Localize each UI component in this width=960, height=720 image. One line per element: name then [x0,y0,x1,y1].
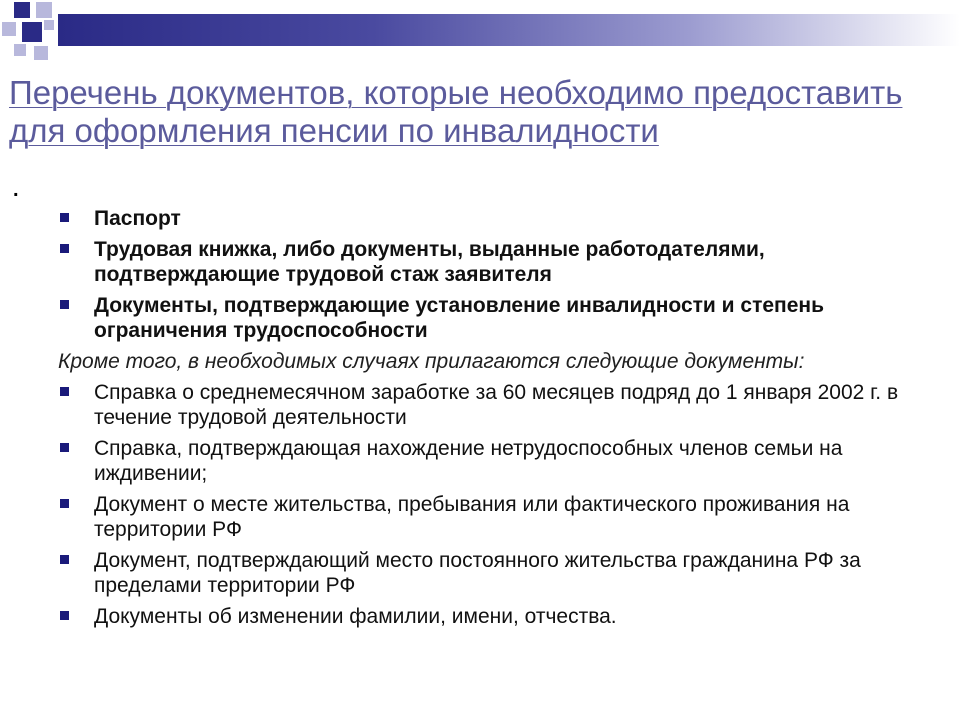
list-item-text: Документ о месте жительства, пребывания или фактического проживания на территории РФ [94,493,850,541]
header-gradient-bar [58,14,960,46]
square-bullet-icon [60,213,69,222]
additional-documents-note: Кроме того, в необходимых случаях прилагаются следующие документы: [58,350,805,373]
list-item [58,380,938,430]
decor-square [14,2,30,18]
list-item-text: Трудовая книжка, либо документы, выданные работодателями, подтверждающие трудовой стаж заявителя [94,238,765,286]
document-list [58,206,938,635]
list-item-text: Справка о среднемесячном заработке за 60 месяцев подряд до 1 января 2002 г. в течение трудовой деятельности [94,381,899,429]
decor-square [36,2,52,18]
slide-title: Перечень документов, которые необходимо предоставить для оформления пенсии по инвалидности [9,74,903,149]
list-item-text: Справка, подтверждающая нахождение нетрудоспособных членов семьи на иждивении; [94,437,843,485]
decor-square [34,46,48,60]
list-item [58,293,938,343]
square-bullet-icon [60,443,69,452]
list-item [58,436,938,486]
decor-square [44,20,54,30]
square-bullet-icon [60,300,69,309]
list-item-text: Документ, подтверждающий место постоянного жительства гражданина РФ за пределами территории РФ [94,549,861,597]
decor-square [14,44,26,56]
square-bullet-icon [60,499,69,508]
stray-dot: . [13,179,19,201]
square-bullet-icon [60,611,69,620]
list-item [58,206,938,231]
square-bullet-icon [60,387,69,396]
list-item [58,548,938,598]
decor-square [2,22,16,36]
list-item [58,237,938,287]
list-item-text: Документы об изменении фамилии, имени, отчества. [94,605,617,628]
header-decoration [0,0,960,62]
list-item [58,492,938,542]
square-bullet-icon [60,244,69,253]
decor-square [22,22,42,42]
list-item [58,604,938,629]
list-item-text: Паспорт [94,207,181,230]
square-bullet-icon [60,555,69,564]
list-item-text: Документы, подтверждающие установление инвалидности и степень ограничения трудоспособности [94,294,824,342]
